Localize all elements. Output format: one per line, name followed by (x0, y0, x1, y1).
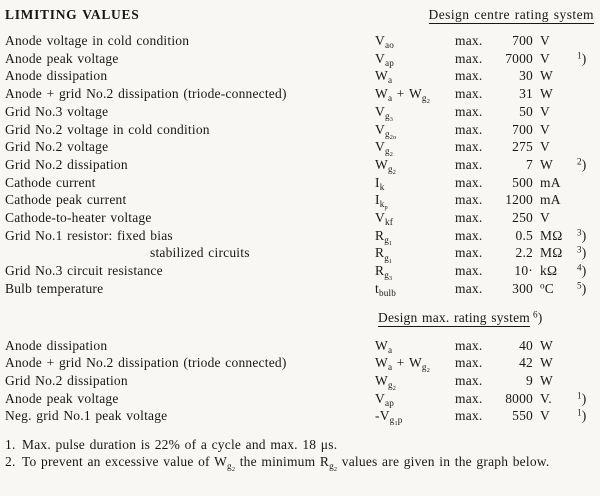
row-unit: kΩ (540, 263, 558, 279)
table-row (5, 354, 597, 375)
row-symbol: $W_{g_2}$ (375, 372, 397, 393)
row-max-label: max. (455, 139, 483, 155)
row-label: Grid No.1 resistor: fixed bias (5, 227, 173, 243)
row-value: 9 (526, 372, 533, 388)
row-label: Grid No.2 dissipation (5, 156, 128, 172)
row-value: 1200 (505, 192, 533, 208)
row-symbol: $t_{bulb}$ (375, 280, 397, 298)
row-label: Anode peak voltage (5, 50, 119, 66)
row-footnote-ref: $^2$) (577, 156, 587, 172)
row-value: 700 (512, 33, 533, 48)
rating-system-heading-max (5, 310, 597, 326)
row-footnote-ref: $^3$) (577, 244, 587, 261)
row-label: Anode + grid No.2 dissipation (triode connected) (5, 355, 287, 371)
footnote (5, 454, 597, 471)
row-symbol: $V_{kf}$ (375, 210, 393, 228)
footnote-text: Max. pulse duration is 22% of a cycle and max. 18 μs. (22, 437, 338, 453)
table-row (5, 85, 597, 106)
footnotes (5, 437, 597, 473)
table-row (5, 32, 597, 50)
table-row (5, 280, 597, 298)
row-symbol: $W_a$ (375, 337, 393, 355)
row-unit: W (540, 372, 553, 388)
table-row (5, 121, 597, 139)
rating-system-heading-centre-note (594, 7, 597, 22)
row-footnote-ref: $^5$) (577, 280, 587, 296)
table-row (5, 244, 597, 265)
row-value: 300 (512, 280, 533, 296)
row-value: 42 (519, 355, 533, 371)
table-row (5, 174, 597, 192)
table-row (5, 262, 597, 283)
row-symbol: $I_k$ (375, 174, 385, 192)
row-label: Anode dissipation (5, 337, 108, 353)
row-value: 700 (512, 121, 533, 137)
footnote-text: To prevent an excessive value of $W_{g_2}$ the minimum $R_{g_2}$ values are given in the graph below. (22, 453, 550, 473)
row-value: 10· (514, 263, 533, 279)
row-symbol: $V_{ap}$ (375, 50, 395, 68)
row-symbol: $W_a + W_{g_2}$ (375, 355, 431, 375)
row-unit: W (540, 68, 553, 84)
row-value: 250 (512, 210, 533, 226)
row-symbol: $R_{g_1}$ (375, 227, 393, 247)
row-max-label: max. (455, 263, 483, 279)
row-label: Cathode current (5, 174, 96, 190)
row-unit: V (540, 103, 550, 119)
row-label: Anode + grid No.2 dissipation (triode-connected) (5, 86, 287, 102)
row-unit: V (540, 210, 550, 226)
row-max-label: max. (455, 103, 483, 119)
row-unit: V (540, 50, 550, 66)
table-row (5, 407, 597, 428)
table-row (5, 372, 597, 393)
table-row (5, 191, 597, 212)
row-value: 275 (512, 139, 533, 155)
rating-system-heading-centre (429, 7, 597, 23)
footnote-number: 2. (5, 453, 16, 469)
row-label: Bulb temperature (5, 280, 104, 296)
row-symbol: $W_a + W_{g_2}$ (375, 86, 431, 106)
row-symbol: $V_{ao}$ (375, 33, 395, 51)
row-symbol: $V_{g_{2o}}$ (375, 121, 397, 141)
row-unit: W (540, 355, 553, 371)
row-max-label: max. (455, 390, 483, 406)
row-unit: V (540, 121, 550, 137)
row-unit: W (540, 156, 553, 172)
row-symbol: $R_{g_1}$ (375, 245, 393, 265)
row-label: Grid No.3 voltage (5, 103, 109, 119)
row-label: Anode voltage in cold condition (5, 33, 190, 48)
table-row (5, 390, 597, 408)
row-unit: $^o$C (540, 280, 555, 296)
row-unit: MΩ (540, 227, 563, 243)
row-label: Grid No.3 circuit resistance (5, 263, 163, 279)
row-symbol: $W_{g_2}$ (375, 156, 397, 177)
row-label: Grid No.2 voltage (5, 139, 109, 155)
row-max-label: max. (455, 227, 483, 243)
row-max-label: max. (455, 86, 483, 102)
row-symbol: $V_{g_3}$ (375, 103, 394, 124)
row-max-label: max. (455, 121, 483, 137)
limiting-values-table-max (5, 337, 597, 426)
row-symbol: $V_{g_2}$ (375, 139, 394, 159)
row-max-label: max. (455, 33, 483, 48)
row-value: 2.2 (515, 245, 533, 261)
table-row (5, 138, 597, 159)
row-value: 8000 (505, 390, 533, 406)
footnote (5, 437, 597, 454)
row-value: 50 (519, 103, 533, 119)
row-value: 31 (519, 86, 533, 102)
row-label: Anode peak voltage (5, 390, 119, 406)
table-row (5, 103, 597, 124)
row-max-label: max. (455, 372, 483, 388)
row-unit: W (540, 337, 553, 353)
row-max-label: max. (455, 408, 483, 424)
row-max-label: max. (455, 174, 483, 190)
row-label: Cathode peak current (5, 192, 127, 208)
row-value: 30 (519, 68, 533, 84)
table-row (5, 156, 597, 177)
row-max-label: max. (455, 156, 483, 172)
table-row (5, 227, 597, 245)
row-unit: V (540, 33, 550, 48)
row-symbol: $V_{ap}$ (375, 390, 395, 408)
footnote-number: 1. (5, 437, 16, 453)
row-unit: V. (540, 390, 552, 406)
row-label: Grid No.2 voltage in cold condition (5, 121, 210, 137)
table-row (5, 209, 597, 227)
row-label: Neg. grid No.1 peak voltage (5, 408, 168, 424)
row-max-label: max. (455, 337, 483, 353)
row-max-label: max. (455, 50, 483, 66)
row-max-label: max. (455, 210, 483, 226)
limiting-values-table-centre (5, 32, 597, 298)
row-symbol: $I_{k_p}$ (375, 192, 388, 212)
row-footnote-ref: $^1$) (577, 390, 587, 406)
row-footnote-ref: $^4$) (577, 262, 587, 279)
table-row (5, 337, 597, 355)
row-symbol: $-V_{g_1p}$ (375, 408, 403, 428)
row-value: 40 (519, 337, 533, 353)
row-unit: mA (540, 192, 561, 208)
row-symbol: $W_a$ (375, 68, 393, 86)
row-value: 550 (512, 408, 533, 424)
row-footnote-ref: $^1$) (577, 50, 587, 66)
rating-system-heading-max-text: Design max. rating system (378, 309, 530, 325)
row-max-label: max. (455, 245, 483, 261)
header-row (5, 7, 597, 23)
row-value: 500 (512, 174, 533, 190)
row-label: Anode dissipation (5, 68, 108, 84)
row-value: 0.5 (515, 227, 533, 243)
rating-system-heading-max-note: $^6$) (532, 308, 543, 325)
row-label: Cathode-to-heater voltage (5, 210, 152, 226)
page-title: LIMITING VALUES (5, 7, 140, 22)
row-unit: V (540, 139, 550, 155)
rating-system-heading-centre-text: Design centre rating system (428, 7, 594, 22)
row-max-label: max. (455, 355, 483, 371)
row-unit: W (540, 86, 553, 102)
row-symbol: $R_{g_3}$ (375, 263, 393, 283)
row-value: 7000 (505, 50, 533, 66)
row-footnote-ref: $^1$) (577, 407, 587, 424)
row-unit: mA (540, 174, 561, 190)
row-max-label: max. (455, 68, 483, 84)
row-footnote-ref: $^3$) (577, 227, 587, 243)
row-unit: V (540, 408, 550, 424)
row-label: stabilized circuits (150, 245, 250, 261)
table-row (5, 67, 597, 85)
row-unit: MΩ (540, 245, 563, 261)
row-max-label: max. (455, 280, 483, 296)
row-value: 7 (526, 156, 533, 172)
row-max-label: max. (455, 192, 483, 208)
table-row (5, 50, 597, 68)
row-label: Grid No.2 dissipation (5, 372, 128, 388)
